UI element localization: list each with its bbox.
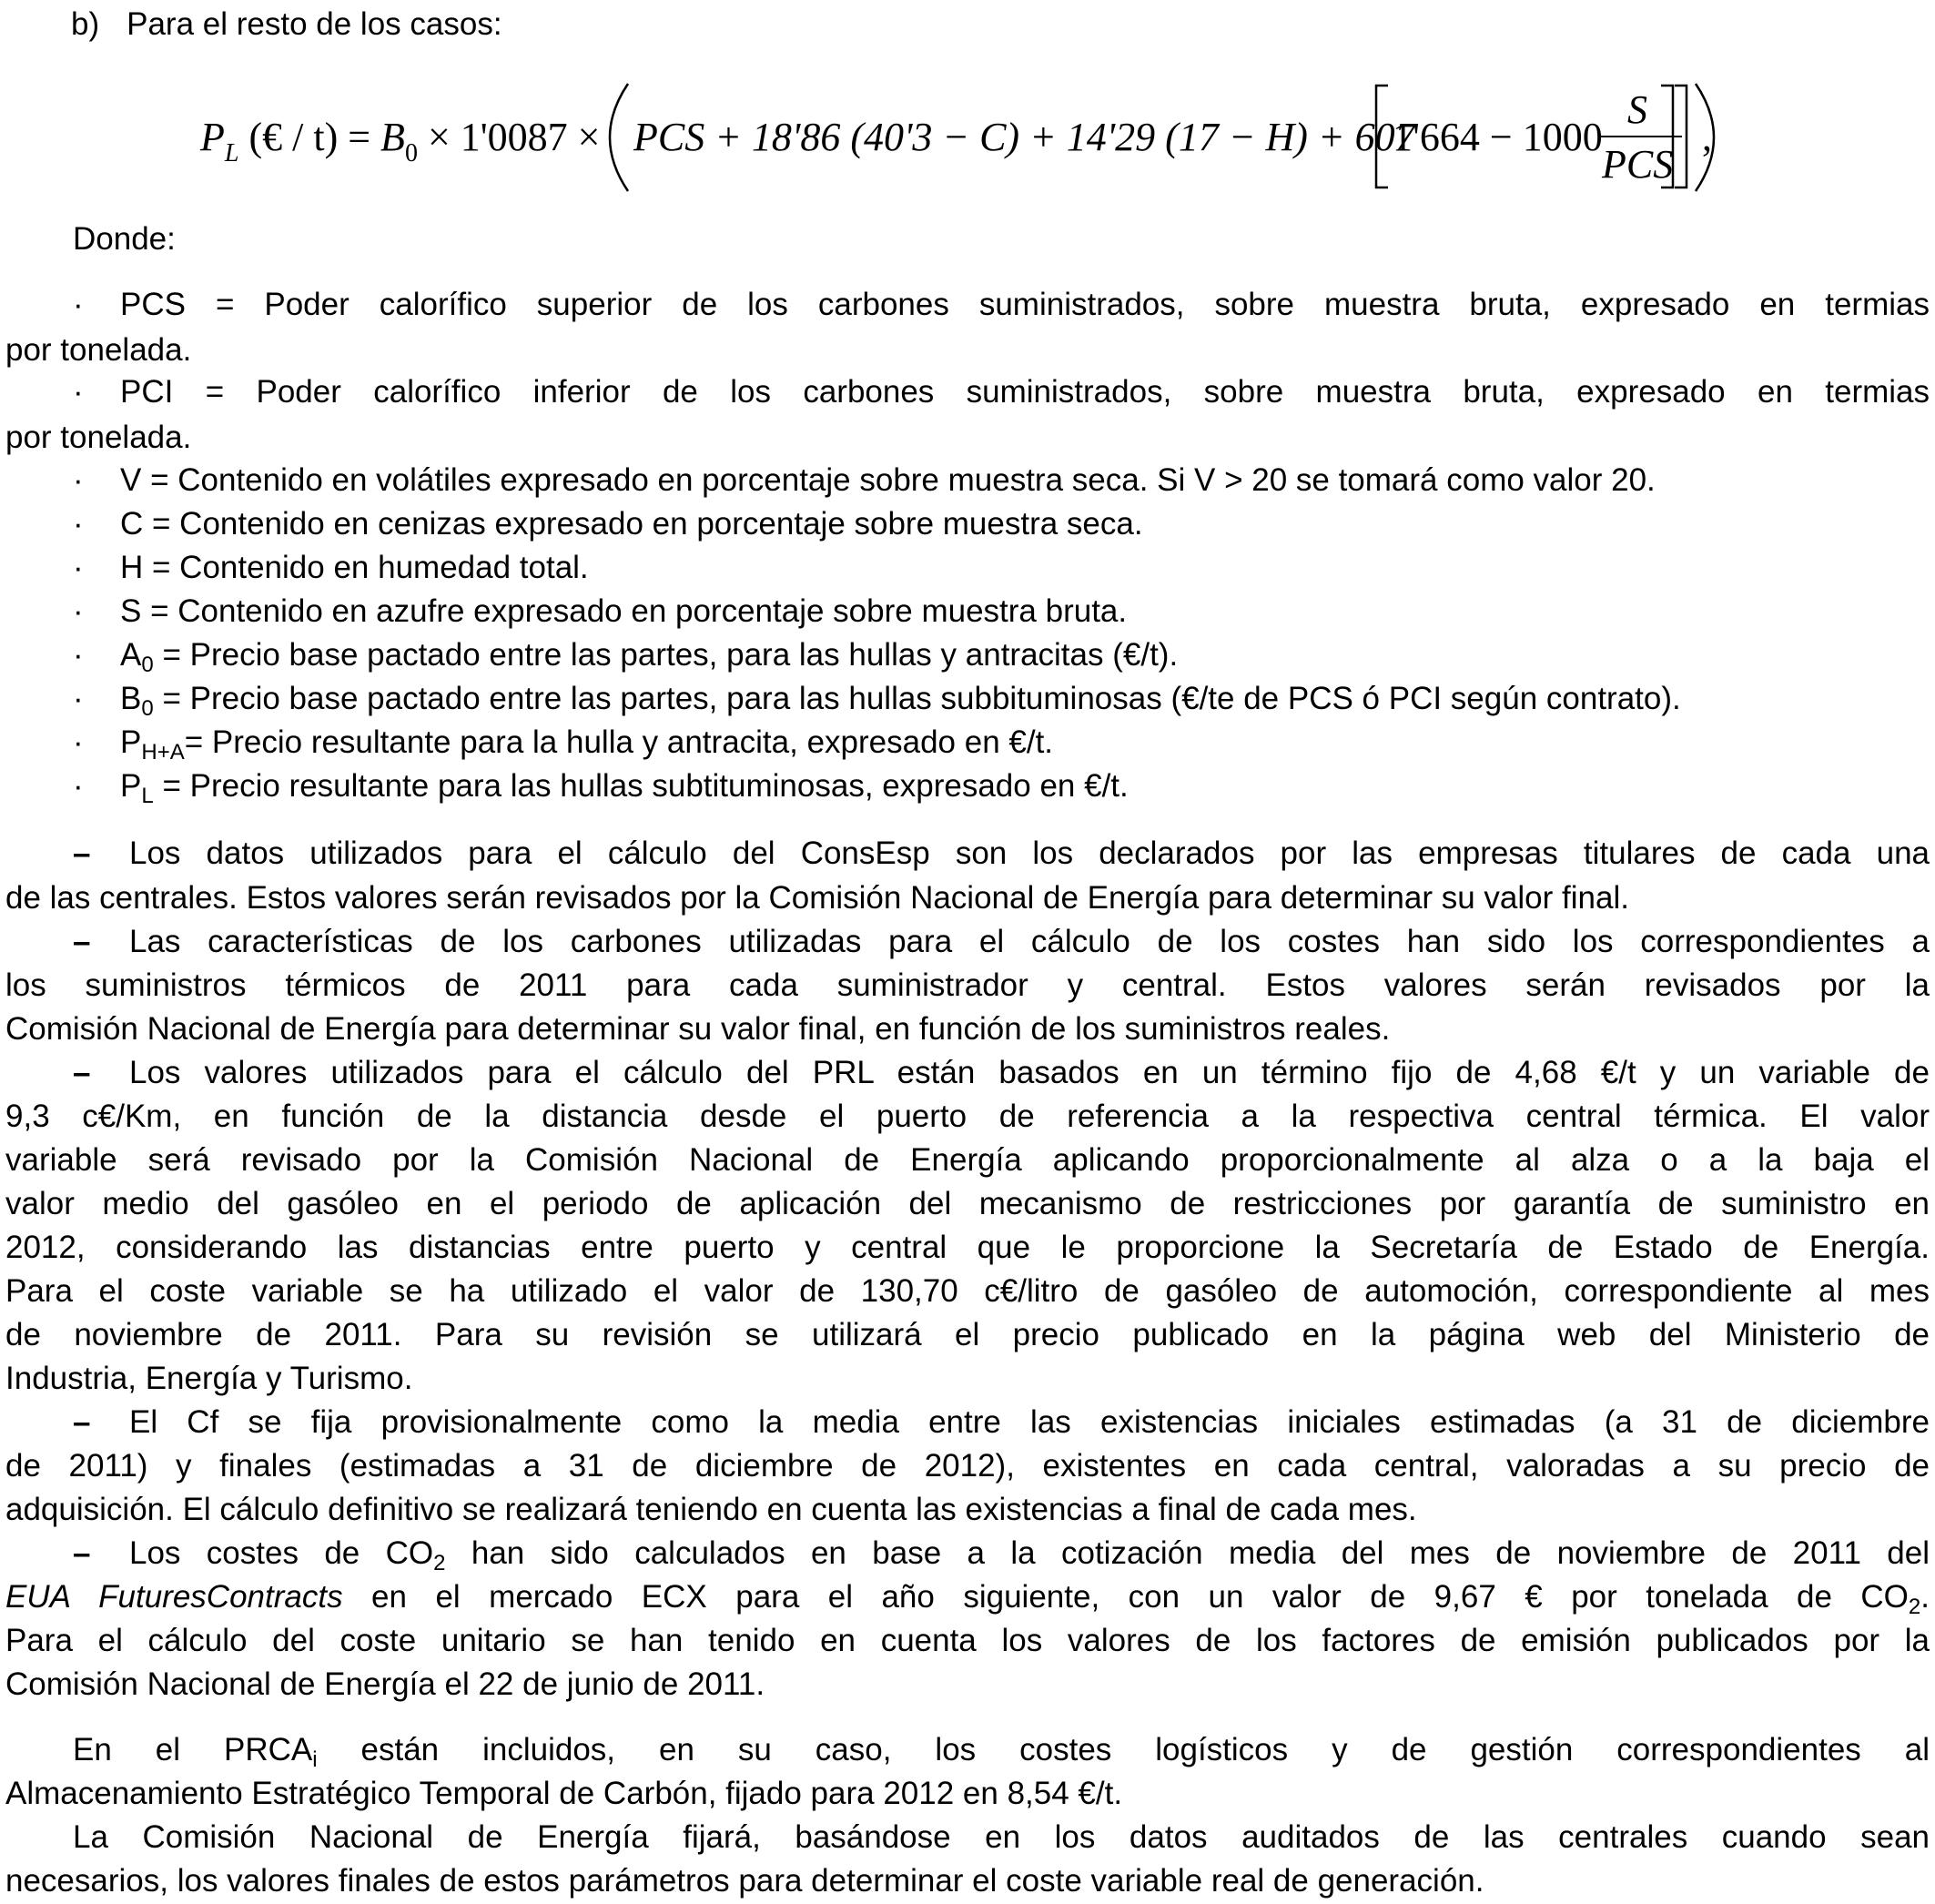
bullet-dash: – [73,1055,91,1090]
note-text: El Cf se fija provisionalmente como la media entre las existencias iniciales estimadas (a 31 de diciembre [129,1404,1930,1440]
note-4 [73,1403,1930,1442]
def-text: = Precio resultante para la hulla y antracita, expresado en €/t. [184,724,1054,760]
price-formula [200,78,1748,197]
note-text: Los datos utilizados para el cálculo del ConsEsp son los declarados por las empresas titulares de cada una [129,836,1930,871]
note-3-cont: variable será revisado por la Comisión Nacional de Energía aplicando proporcionalmente al alza o a la baja el [5,1142,1930,1178]
def-subscript: 0 [141,653,154,677]
def-text: S = Contenido en azufre expresado en porcentaje sobre muestra bruta. [120,593,1128,629]
bullet-dash: – [73,1535,91,1571]
b-subscript: 0 [404,139,418,167]
lhs-subscript: L [224,139,239,167]
def-c [73,505,1930,543]
note-2-cont: los suministros térmicos de 2011 para cada suministrador y central. Estos valores serán revisados por la [5,967,1930,1003]
def-pha [73,724,1930,765]
formula-main-term: PCS + 18'86 (40'3 − C) + 14'29 (17 − H) + 607 [633,115,1415,159]
def-subscript: 0 [141,696,154,721]
note-5-cont [5,1578,1930,1619]
note-4-cont: adquisición. El cálculo definitivo se realizará teniendo en cuenta las existencias a final de cada mes. [5,1492,1417,1527]
note-text: Los costes de CO [129,1535,434,1571]
def-v [73,461,1930,500]
def-symbol: P [120,724,142,760]
bullet-dot: · [73,462,84,498]
note-2-cont: Comisión Nacional de Energía para determinar su valor final, en función de los suministros reales. [5,1011,1391,1047]
closing-subscript: i [312,1747,318,1772]
closing-paragraph-1 [73,1731,1930,1772]
def-pcs [73,286,1930,324]
def-symbol: B [120,681,142,716]
left-paren [610,84,628,191]
note-3-cont: 2012, considerando las distancias entre puerto y central que le proporcione la Secretaría de Estado de Energía. [5,1230,1930,1265]
formula-inner-term: 1'664 − 1000 [1393,115,1603,159]
bullet-dot: · [73,550,84,585]
note-text: en el mercado ECX para el año siguiente, con un valor de 9,67 € por tonelada de CO [342,1579,1909,1615]
def-subscript: L [141,784,154,808]
section-heading-text: Para el resto de los casos: [127,6,502,42]
closing-text: En el PRCA [73,1732,313,1767]
def-b0 [73,680,1930,721]
note-subscript: 2 [1908,1595,1921,1619]
formula-comma: , [1702,115,1712,159]
def-subscript: H+A [141,740,185,765]
note-1 [73,835,1930,873]
def-text: PCS = Poder calorífico superior de los carbones suministrados, sobre muestra bruta, expresado en termias [120,287,1930,322]
bullet-dot: · [73,506,84,542]
bullet-dot: · [73,287,84,322]
formula-lhs [200,115,601,166]
fraction-denominator: PCS [1602,142,1674,187]
bullet-dash: – [73,836,91,871]
section-heading [71,5,1935,44]
def-text: PCI = Poder calorífico inferior de los carbones suministrados, sobre muestra bruta, expresado en termias [120,374,1930,410]
def-text: H = Contenido en humedad total. [120,550,589,585]
bullet-dash: – [73,924,91,959]
lhs-symbol: P [200,115,225,159]
formula-factor: × 1'0087 × [427,115,601,159]
fraction-numerator: S [1627,87,1647,132]
section-marker: b) [71,6,100,42]
def-s [73,592,1930,631]
note-text: . [1920,1579,1930,1615]
bullet-dash: – [73,1404,91,1440]
def-pl [73,767,1930,808]
def-pcs-cont: por tonelada. [5,332,192,368]
note-italic: EUA FuturesContracts [5,1579,343,1615]
note-5 [73,1534,1930,1573]
closing-text: están incluidos, en su caso, los costes logísticos y de gestión correspondientes al [317,1732,1930,1767]
bullet-dot: · [73,593,84,629]
bullet-dot: · [73,724,84,760]
closing-paragraph-2-cont: necesarios, los valores finales de estos parámetros para determinar el coste variable real de generación. [5,1863,1484,1899]
def-text: C = Contenido en cenizas expresado en porcentaje sobre muestra seca. [120,506,1143,542]
def-pci [73,373,1930,411]
def-text: V = Contenido en volátiles expresado en porcentaje sobre muestra seca. Si V > 20 se tomará como valor 20. [120,462,1656,498]
note-text: Las características de los carbones utilizadas para el cálculo de los costes han sido los correspondientes a [129,924,1930,959]
b-symbol: B [380,115,405,159]
note-4-cont: de 2011) y finales (estimadas a 31 de diciembre de 2012), existentes en cada central, valoradas a su precio de [5,1448,1930,1484]
note-3 [73,1054,1930,1092]
note-3-cont: valor medio del gasóleo en el periodo de aplicación del mecanismo de restricciones por garantía de suministro en [5,1186,1930,1221]
note-subscript: 2 [433,1551,446,1575]
bullet-dot: · [73,637,84,673]
note-3-cont: Industria, Energía y Turismo. [5,1361,413,1396]
note-1-cont: de las centrales. Estos valores serán revisados por la Comisión Nacional de Energía para determinar su valor final. [5,880,1629,916]
closing-paragraph-2: La Comisión Nacional de Energía fijará, basándose en los datos auditados de las centrales cuando sean [73,1819,1930,1855]
def-text: = Precio base pactado entre las partes, para las hullas subbituminosas (€/te de PCS ó PCI según contrato). [153,681,1681,716]
def-symbol: A [120,637,142,673]
lhs-unit: (€ / t) = [248,115,371,159]
note-3-cont: Para el coste variable se ha utilizado el valor de 130,70 c€/litro de gasóleo de automoción, correspondiente al mes [5,1273,1930,1309]
bullet-dot: · [73,374,84,410]
def-text: = Precio base pactado entre las partes, para las hullas y antracitas (€/t). [153,637,1179,673]
def-symbol: P [120,768,142,804]
note-3-cont: de noviembre de 2011. Para su revisión se utilizará el precio publicado en la página web del Ministerio de [5,1317,1930,1352]
note-5-cont: Comisión Nacional de Energía el 22 de junio de 2011. [5,1666,765,1702]
note-5-cont: Para el cálculo del coste unitario se han tenido en cuenta los valores de los factores de emisión publicados por la [5,1623,1930,1658]
def-text: = Precio resultante para las hullas subtituminosas, expresado en €/t. [153,768,1129,804]
def-h [73,549,1930,587]
note-2 [73,923,1930,961]
note-3-cont: 9,3 c€/Km, en función de la distancia desde el puerto de referencia a la respectiva central térmica. El valor [5,1099,1930,1134]
def-a0 [73,636,1930,677]
note-text: Los valores utilizados para el cálculo del PRL están basados en un término fijo de 4,68 €/t y un variable de [129,1055,1930,1090]
closing-paragraph-1-cont: Almacenamiento Estratégico Temporal de Carbón, fijado para 2012 en 8,54 €/t. [5,1776,1123,1811]
bullet-dot: · [73,768,84,804]
def-pci-cont: por tonelada. [5,420,192,455]
note-text: han sido calculados en base a la cotización media del mes de noviembre de 2011 del [445,1535,1930,1571]
donde-label: Donde: [73,221,176,257]
bullet-dot: · [73,681,84,716]
